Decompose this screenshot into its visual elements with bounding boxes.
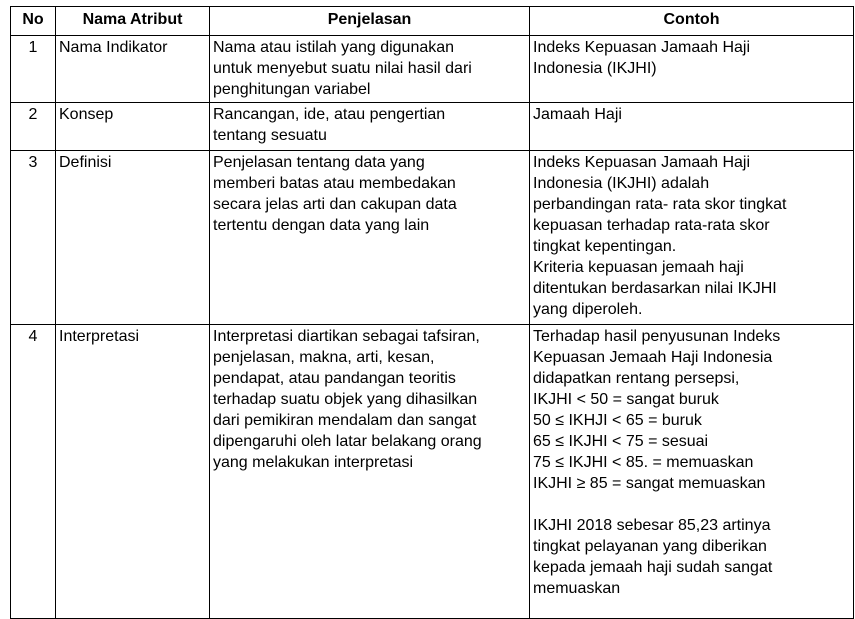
- text-line: Indonesia (IKJHI): [533, 60, 657, 77]
- row-contoh: [530, 151, 854, 325]
- text-line: yang melakukan interpretasi: [213, 454, 414, 471]
- text-line: dipengaruhi oleh latar belakang orang: [213, 433, 482, 450]
- text-line: IKJHI < 50 = sangat buruk: [533, 391, 719, 408]
- row-contoh: [530, 36, 854, 103]
- text-line: tingkat pelayanan yang diberikan: [533, 538, 767, 555]
- text-line: Nama atau istilah yang digunakan: [213, 39, 455, 56]
- text-line: tentang sesuatu: [213, 127, 327, 144]
- row-contoh: [530, 325, 854, 619]
- text-line: Indeks Kepuasan Jamaah Haji: [533, 39, 751, 56]
- text-line: Indeks Kepuasan Jamaah Haji: [533, 154, 751, 171]
- text-line: tertentu dengan data yang lain: [213, 217, 430, 234]
- text-line: Jamaah Haji: [533, 106, 622, 123]
- row-nama-atribut: Nama Indikator: [56, 36, 210, 103]
- text-line: pendapat, atau pandangan teoritis: [213, 370, 456, 387]
- text-line: memuaskan: [533, 580, 621, 597]
- text-line: dari pemikiran mendalam dan sangat: [213, 412, 477, 429]
- text-line: IKJHI 2018 sebesar 85,23 artinya: [533, 517, 771, 534]
- text-line: IKJHI ≥ 85 = sangat memuaskan: [533, 475, 766, 492]
- spacer: [533, 494, 850, 515]
- text-line: 50 ≤ IKHJI < 65 = buruk: [533, 412, 702, 429]
- attribute-table: [10, 6, 854, 619]
- row-nama-atribut: Interpretasi: [56, 325, 210, 619]
- table-row: [11, 36, 854, 103]
- text-line: Penjelasan tentang data yang: [213, 154, 425, 171]
- table-row: [11, 103, 854, 151]
- text-line: Interpretasi diartikan sebagai tafsiran,: [213, 328, 480, 345]
- text-line: tingkat kepentingan.: [533, 238, 677, 255]
- text-line: Indonesia (IKJHI) adalah: [533, 175, 710, 192]
- text-line: untuk menyebut suatu nilai hasil dari: [213, 60, 472, 77]
- row-nama-atribut: Konsep: [56, 103, 210, 151]
- text-line: perbandingan rata- rata skor tingkat: [533, 196, 787, 213]
- text-line: kepuasan terhadap rata-rata skor: [533, 217, 770, 234]
- text-line: 75 ≤ IKJHI < 85. = memuaskan: [533, 454, 754, 471]
- text-line: ditentukan berdasarkan nilai IKJHI: [533, 280, 777, 297]
- row-penjelasan: [210, 151, 530, 325]
- row-penjelasan: [210, 103, 530, 151]
- text-line: memberi batas atau membedakan: [213, 175, 456, 192]
- text-line: secara jelas arti dan cakupan data: [213, 196, 457, 213]
- row-number: 3: [11, 151, 56, 325]
- row-nama-atribut: Definisi: [56, 151, 210, 325]
- text-line: Rancangan, ide, atau pengertian: [213, 106, 446, 123]
- row-contoh: [530, 103, 854, 151]
- text-line: Terhadap hasil penyusunan Indeks: [533, 328, 781, 345]
- row-number: 1: [11, 36, 56, 103]
- row-number: 2: [11, 103, 56, 151]
- header-no: No: [11, 7, 56, 36]
- text-line: penjelasan, makna, arti, kesan,: [213, 349, 435, 366]
- text-line: terhadap suatu objek yang dihasilkan: [213, 391, 478, 408]
- row-penjelasan: [210, 325, 530, 619]
- table-row: [11, 325, 854, 619]
- table-header-row: [11, 7, 854, 36]
- text-line: 65 ≤ IKJHI < 75 = sesuai: [533, 433, 709, 450]
- text-line: Kepuasan Jemaah Haji Indonesia: [533, 349, 773, 366]
- text-line: Kriteria kepuasan jemaah haji: [533, 259, 744, 276]
- header-contoh: Contoh: [530, 7, 854, 36]
- text-line: kepada jemaah haji sudah sangat: [533, 559, 773, 576]
- row-penjelasan: [210, 36, 530, 103]
- header-penjelasan: Penjelasan: [210, 7, 530, 36]
- row-number: 4: [11, 325, 56, 619]
- table-row: [11, 151, 854, 325]
- text-line: penghitungan variabel: [213, 81, 371, 98]
- text-line: yang diperoleh.: [533, 301, 643, 318]
- header-nama-atribut: Nama Atribut: [56, 7, 210, 36]
- text-line: didapatkan rentang persepsi,: [533, 370, 740, 387]
